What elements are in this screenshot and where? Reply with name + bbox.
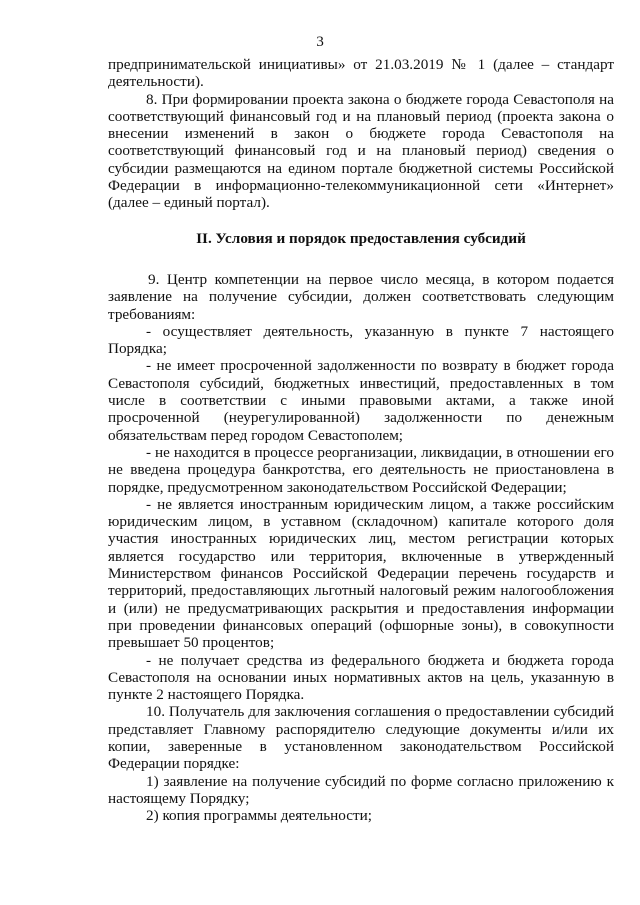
requirement-item: - не находится в процессе реорганизации, ликвидации, в отношении его не введена процедура банкротства, его деятельность не приостановлена в порядке, предусмотренном законодательством Российской Федерации; xyxy=(108,443,614,496)
document-body xyxy=(108,56,614,824)
paragraph-8: 8. При формировании проекта закона о бюджете города Севастополя на соответствующий финансовый год и на плановый период (проекта закона о внесении изменений в закон о бюджете города Севастополя на соответствующий финансовый год и на плановый период) сведения о субсидии размещаются на едином портале бюджетной системы Российской Федерации в информационно-телекоммуникационной сети «Интернет» (далее – единый портал). xyxy=(108,90,614,212)
document-list-item: 2) копия программы деятельности; xyxy=(146,807,372,825)
paragraph-9: 9. Центр компетенции на первое число месяца, в котором подается заявление на получение субсидии, должен соответствовать следующим требованиям: xyxy=(108,270,614,323)
requirement-item: - не получает средства из федерального бюджета и бюджета города Севастополя на основании иных нормативных актов на цель, указанную в пункте 2 настоящего Порядка. xyxy=(108,651,614,704)
paragraph-continuation: предпринимательской инициативы» от 21.03.2019 № 1 (далее – стандарт деятельности). xyxy=(108,56,614,91)
requirement-item: - не является иностранным юридическим лицом, а также российским юридическим лицом, в уставном (складочном) капитале которого доля участия иностранных юридических лиц, местом регистрации которых является государство или территория, включенные в утвержденный Министерством финансов Российской Федерации перечень государств и территорий, предоставляющих льготный налоговый режим налогообложения и (или) не предусматривающих раскрытия и предоставления информации при проведении финансовых операций (офшорные зоны), в совокупности превышает 50 процентов; xyxy=(108,495,614,652)
document-list-item: 1) заявление на получение субсидий по форме согласно приложению к настоящему Порядку; xyxy=(108,772,614,807)
page-number: 3 xyxy=(316,33,324,50)
requirement-item: - осуществляет деятельность, указанную в пункте 7 настоящего Порядка; xyxy=(108,322,614,358)
paragraph-10: 10. Получатель для заключения соглашения о предоставлении субсидий представляет Главному распорядителю следующие документы и/или их копии, заверенные в установленном законодательством Российской Федерации порядке: xyxy=(108,703,614,773)
section-heading: II. Условия и порядок предоставления субсидий xyxy=(196,229,526,247)
requirement-item: - не имеет просроченной задолженности по возврату в бюджет города Севастополя субсидий, бюджетных инвестиций, предоставленных в том числе в соответствии с иными правовыми актами, а также иной просроченной (неурегулированной) задолженности по денежным обязательствам перед городом Севастополем; xyxy=(108,357,614,444)
